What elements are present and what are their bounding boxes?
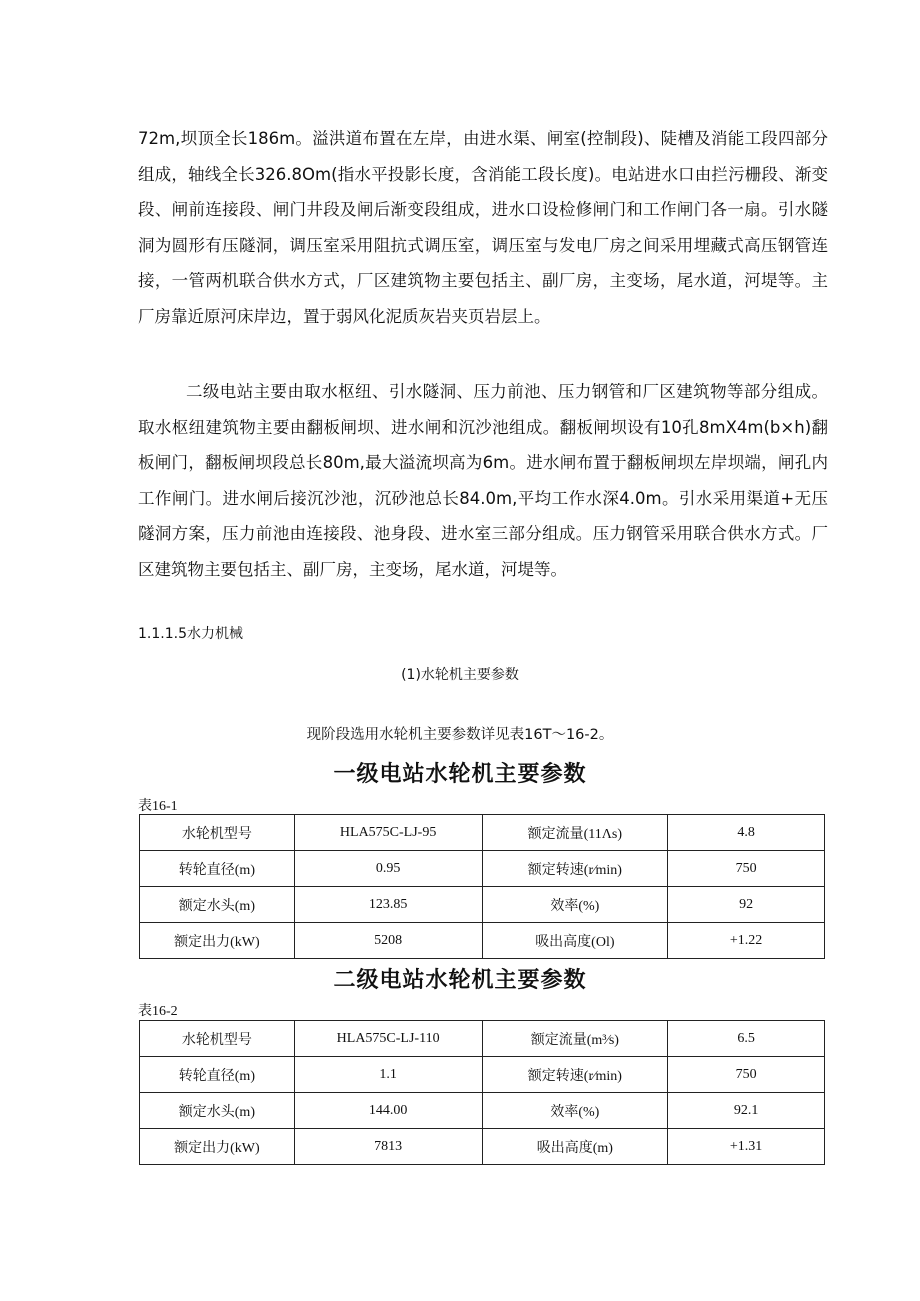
table-cell: 额定水头(m): [140, 887, 295, 923]
table-cell: 吸出高度(Ol): [482, 923, 668, 959]
table2-label: 表16-2: [138, 1004, 178, 1019]
table-cell: 4.8: [668, 815, 825, 851]
table1-title: 一级电站水轮机主要参数: [333, 762, 587, 787]
table-row: [140, 1057, 825, 1093]
sub-heading: (1)水轮机主要参数: [401, 667, 519, 683]
table-row: [140, 1021, 825, 1057]
table-cell: 额定转速(r∕min): [482, 851, 668, 887]
table-cell: 水轮机型号: [140, 815, 295, 851]
table-cell: 水轮机型号: [140, 1021, 295, 1057]
table-row: [140, 1093, 825, 1129]
table-cell: +1.22: [668, 923, 825, 959]
table-cell: 转轮直径(m): [140, 1057, 295, 1093]
table-row: [140, 1129, 825, 1165]
table-cell: 144.00: [294, 1093, 482, 1129]
table-cell: 效率(%): [482, 1093, 668, 1129]
table-cell: 转轮直径(m): [140, 851, 295, 887]
table-cell: 额定转速(r∕min): [482, 1057, 668, 1093]
table-cell: 92: [668, 887, 825, 923]
table-cell: 750: [668, 851, 825, 887]
table-row: [140, 923, 825, 959]
table-cell: 额定流量(m³∕s): [482, 1021, 668, 1057]
table-cell: 123.85: [294, 887, 482, 923]
table2-title: 二级电站水轮机主要参数: [333, 968, 587, 993]
table-cell: 1.1: [294, 1057, 482, 1093]
table-cell: 额定水头(m): [140, 1093, 295, 1129]
table-cell: 额定出力(kW): [140, 923, 295, 959]
table-cell: +1.31: [668, 1129, 825, 1165]
table-cell: 吸出高度(m): [482, 1129, 668, 1165]
table-cell: 额定流量(11Λs): [482, 815, 668, 851]
intro-line: 现阶段选用水轮机主要参数详见表16T～16-2。: [306, 727, 614, 743]
table2: [139, 1020, 825, 1165]
table-cell: 6.5: [668, 1021, 825, 1057]
table-cell: 额定出力(kW): [140, 1129, 295, 1165]
table1-label: 表16-1: [138, 799, 178, 814]
table1: [139, 814, 825, 959]
section-heading: 1.1.1.5水力机械: [138, 626, 243, 642]
table-row: [140, 887, 825, 923]
table-row: [140, 815, 825, 851]
table-cell: 5208: [294, 923, 482, 959]
body-paragraph-1: 72m,坝顶全长186m。溢洪道布置在左岸，由进水渠、闸室(控制段)、陡槽及消能工段四部分组成，轴线全长326.8Om(指水平投影长度，含消能工段长度)。电站进水口由拦污栅段、渐变段、闸前连接段、闸门井段及闸后渐变段组成，进水口设检修闸门和工作闸门各一扇。引水隧洞为圆形有压隧洞，调压室采用阻抗式调压室，调压室与发电厂房之间采用埋藏式高压钢管连接，一管两机联合供水方式，厂区建筑物主要包括主、副厂房，主变场，尾水道，河堤等。主厂房靠近原河床岸边，置于弱风化泥质灰岩夹页岩层上。: [138, 129, 828, 326]
table-cell: 750: [668, 1057, 825, 1093]
table-cell: 92.1: [668, 1093, 825, 1129]
table-cell: HLA575C-LJ-95: [294, 815, 482, 851]
table-cell: 效率(%): [482, 887, 668, 923]
table-cell: 0.95: [294, 851, 482, 887]
table-cell: HLA575C-LJ-110: [294, 1021, 482, 1057]
table-row: [140, 851, 825, 887]
body-paragraph-2: 二级电站主要由取水枢纽、引水隧洞、压力前池、压力钢管和厂区建筑物等部分组成。取水枢纽建筑物主要由翻板闸坝、进水闸和沉沙池组成。翻板闸坝设有10孔8mX4m(b×h)翻板闸门，翻板闸坝段总长80m,最大溢流坝高为6m。进水闸布置于翻板闸坝左岸坝端，闸孔内工作闸门。进水闸后接沉沙池，沉砂池总长84.0m,平均工作水深4.0m。引水采用渠道+无压隧洞方案，压力前池由连接段、池身段、进水室三部分组成。压力钢管采用联合供水方式。厂区建筑物主要包括主、副厂房，主变场，尾水道，河堤等。: [138, 382, 828, 579]
table-cell: 7813: [294, 1129, 482, 1165]
